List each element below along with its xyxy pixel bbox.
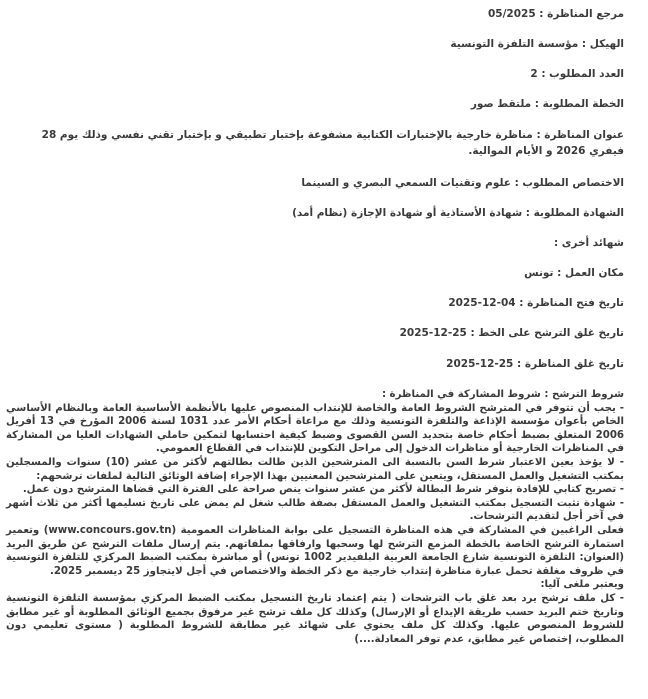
required-plan: الخطة المطلوبة : ملتقط صور: [470, 98, 624, 110]
cancellation-heading: ويعتبر ملغى آليا:: [540, 579, 624, 591]
condition-general: - يجب أن تتوفر في المترشح الشروط العامة والخاصة للإنتداب المنصوص عليها بالأنظمة الأساسية العامة وبالنظام الأساسي الخاص بأعوان مؤسسة الإذاعة والتلفزة التونسية وذلك مع مراعاة أحكام الأمر عدد 1031 لسنة 2006 المؤرخ في 13 أفريل 2006 المتعلق بضبط أحكام خاصة بتحديد السن القصوى وضبط كيفية احتسابها لتمكين حاملي الشهادات العليا من المشاركة في المناظرات الخارجية أو مناظرات الدخول إلى مراحل التكوين للإنتداب في القطاع العمومي.: [6, 402, 625, 455]
competition-title: عنوان المناظرة : مناظرة خارجية بالإختبارات الكتابية مشفوعة بإختبار تطبيقي و بإختبار تقني نفسي وذلك يوم 28 فيفري 2026 و الأيام الموالية.: [41, 129, 624, 157]
application-instructions: فعلى الراغبين في المشاركة في هذه المناظرة التسجيل على بوابة المناظرات العمومية (www.concours.gov.tn) وتعمير استمارة الترشح الخاصة بالخطة المزمع الترشح لها وسحبها وارفاقها بملفاتهم. يتم إرسال ملفات الترشح عن طريق البريد (العنوان: التلفزة التونسية شارع الجامعة العربية البلفيدير 1002 تونس) أو مباشرة بمكتب الضبط المركزي للتلفزة التونسية في ظروف مغلقة تحمل عبارة مناظرة إنتداب خارجية مع ذكر الخطة والاختصاص في أجل لايتجاوز 25 ديسمبر 2025.: [6, 524, 624, 577]
condition-registration-certificate: - شهادة تثبت التسجيل بمكتب التشغيل والعمل المستقل بصفة طالب شغل لم يمض على تاريخ تسليمها أكثر من ثلاث أشهر في آخر أجل لتقديم الترشحات.: [6, 497, 624, 523]
structure: الهيكل : مؤسسة التلفزة التونسية: [450, 38, 624, 50]
reference: مرجع المناظرة : 05/2025: [487, 8, 624, 20]
required-count: العدد المطلوب : 2: [530, 68, 624, 80]
work-place: مكان العمل : تونس: [524, 267, 624, 279]
specialty: الاختصاص المطلوب : علوم وتقنيات السمعي البصري و السينما: [301, 177, 624, 189]
condition-declaration: - تصريح كتابي للإفادة بتوفر شرط البطالة لأكثر من عشر سنوات ينص صراحة على الفترة التي قضاها المترشح دون عمل.: [22, 484, 624, 496]
conditions-section: [6, 388, 624, 646]
online-close-date: تاريخ غلق الترشح على الخط : 25-12-2025: [399, 327, 624, 339]
close-date: تاريخ غلق المناظرة : 25-12-2025: [446, 358, 624, 370]
conditions-heading: شروط الترشح : شروط المشاركة في المناظرة :: [381, 389, 624, 400]
degree: الشهادة المطلوبة : شهادة الأستاذية أو شهادة الإجازة (نظام أمد): [292, 207, 624, 219]
cancellation-rules: - كل ملف ترشح يرد بعد غلق باب الترشحات ( يتم إعتماد تاريخ التسجيل بمكتب الضبط المركزي بمؤسسة التلفزة التونسية وتاريخ ختم البريد حسب طريقة الإيداع أو الإرسال) وكذلك كل ملف ترشح غير مرفوق بجميع الوثائق المطلوبة أو غير مطابق للشروط المنصوص عليها. وكذلك كل ملف يحتوي على شهائد غير مطابقة للشروط المطلوبة ( مستوى تعليمي دون المطلوب، إختصاص غير مطابق، عدم توفر المعادلة....): [6, 592, 624, 645]
condition-age-exception: - لا يؤخذ بعين الاعتبار شرط السن بالنسبة الى المترشحين الذين طالت بطالتهم لأكثر من عشر (10) سنوات والمسجلين بمكتب التشغيل والعمل المستقل، ويتعين على المترشحين المعنيين بهذا الإجراء إضافة الوثائق التالية لملفات ترشحهم:: [6, 456, 625, 482]
open-date: تاريخ فتح المناظرة : 04-12-2025: [448, 297, 624, 309]
other-degrees: شهائد أخرى :: [553, 237, 624, 249]
